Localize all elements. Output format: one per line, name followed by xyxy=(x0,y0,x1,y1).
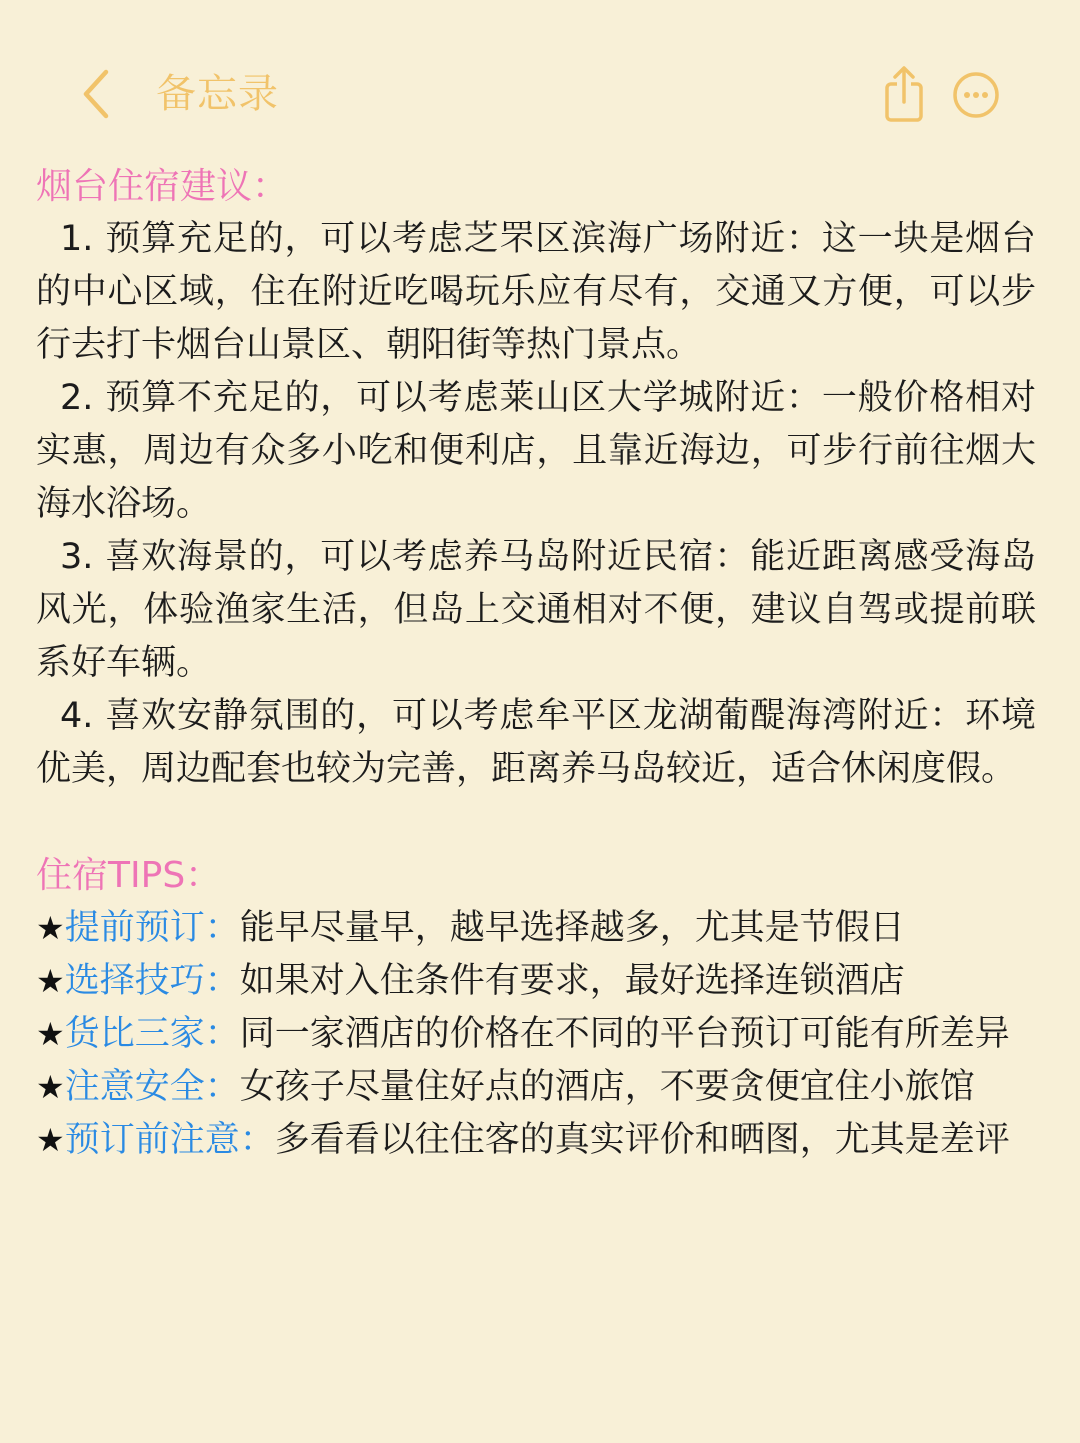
blank-line xyxy=(36,796,1036,849)
section-heading-accommodation: 烟台住宿建议： xyxy=(36,166,289,207)
tip-text: 女孩子尽量住好点的酒店，不要贪便宜住小旅馆 xyxy=(239,1067,975,1107)
tip-text: 如果对入住条件有要求，最好选择连锁酒店 xyxy=(239,961,905,1001)
share-icon xyxy=(882,64,926,124)
back-button[interactable] xyxy=(70,62,130,126)
tip-item xyxy=(36,955,1036,1008)
tip-item xyxy=(36,1114,1036,1167)
navigation-bar xyxy=(0,0,1080,150)
more-button[interactable] xyxy=(952,71,1000,119)
paragraph-1: 1. 预算充足的，可以考虑芝罘区滨海广场附近：这一块是烟台的中心区域，住在附近吃喝玩乐应有尽有，交通又方便，可以步行去打卡烟台山景区、朝阳街等热门景点。 xyxy=(36,219,1036,365)
tip-text: 多看看以往住客的真实评价和晒图，尤其是差评 xyxy=(274,1120,1010,1160)
page-title: 备忘录 xyxy=(156,71,279,117)
paragraph-2: 2. 预算不充足的，可以考虑莱山区大学城附近：一般价格相对实惠，周边有众多小吃和便利店，且靠近海边，可步行前往烟大海水浴场。 xyxy=(36,378,1036,524)
tip-item xyxy=(36,1061,1036,1114)
more-icon xyxy=(952,71,1000,119)
paragraph-4: 4. 喜欢安静氛围的，可以考虑牟平区龙湖葡醍海湾附近：环境优美，周边配套也较为完善，距离养马岛较近，适合休闲度假。 xyxy=(36,696,1036,789)
tip-key: 货比三家： xyxy=(64,1014,240,1054)
star-icon: ★ xyxy=(36,1121,65,1159)
star-icon: ★ xyxy=(36,909,65,947)
chevron-left-icon xyxy=(70,62,130,126)
tip-text: 同一家酒店的价格在不同的平台预订可能有所差异 xyxy=(239,1014,1010,1054)
tip-item xyxy=(36,902,1036,955)
star-icon: ★ xyxy=(36,1068,65,1106)
note-body[interactable] xyxy=(36,160,1036,1167)
section-heading-tips: 住宿TIPS： xyxy=(36,855,222,896)
tip-key: 注意安全： xyxy=(64,1067,240,1107)
star-icon: ★ xyxy=(36,1015,65,1053)
tip-key: 选择技巧： xyxy=(64,961,240,1001)
tip-item xyxy=(36,1008,1036,1061)
paragraph-3: 3. 喜欢海景的，可以考虑养马岛附近民宿：能近距离感受海岛风光，体验渔家生活，但岛上交通相对不便，建议自驾或提前联系好车辆。 xyxy=(36,537,1036,683)
share-button[interactable] xyxy=(882,64,926,124)
tip-key: 提前预订： xyxy=(64,908,240,948)
tip-key: 预订前注意： xyxy=(64,1120,275,1160)
star-icon: ★ xyxy=(36,962,65,1000)
tip-text: 能早尽量早，越早选择越多，尤其是节假日 xyxy=(239,908,905,948)
